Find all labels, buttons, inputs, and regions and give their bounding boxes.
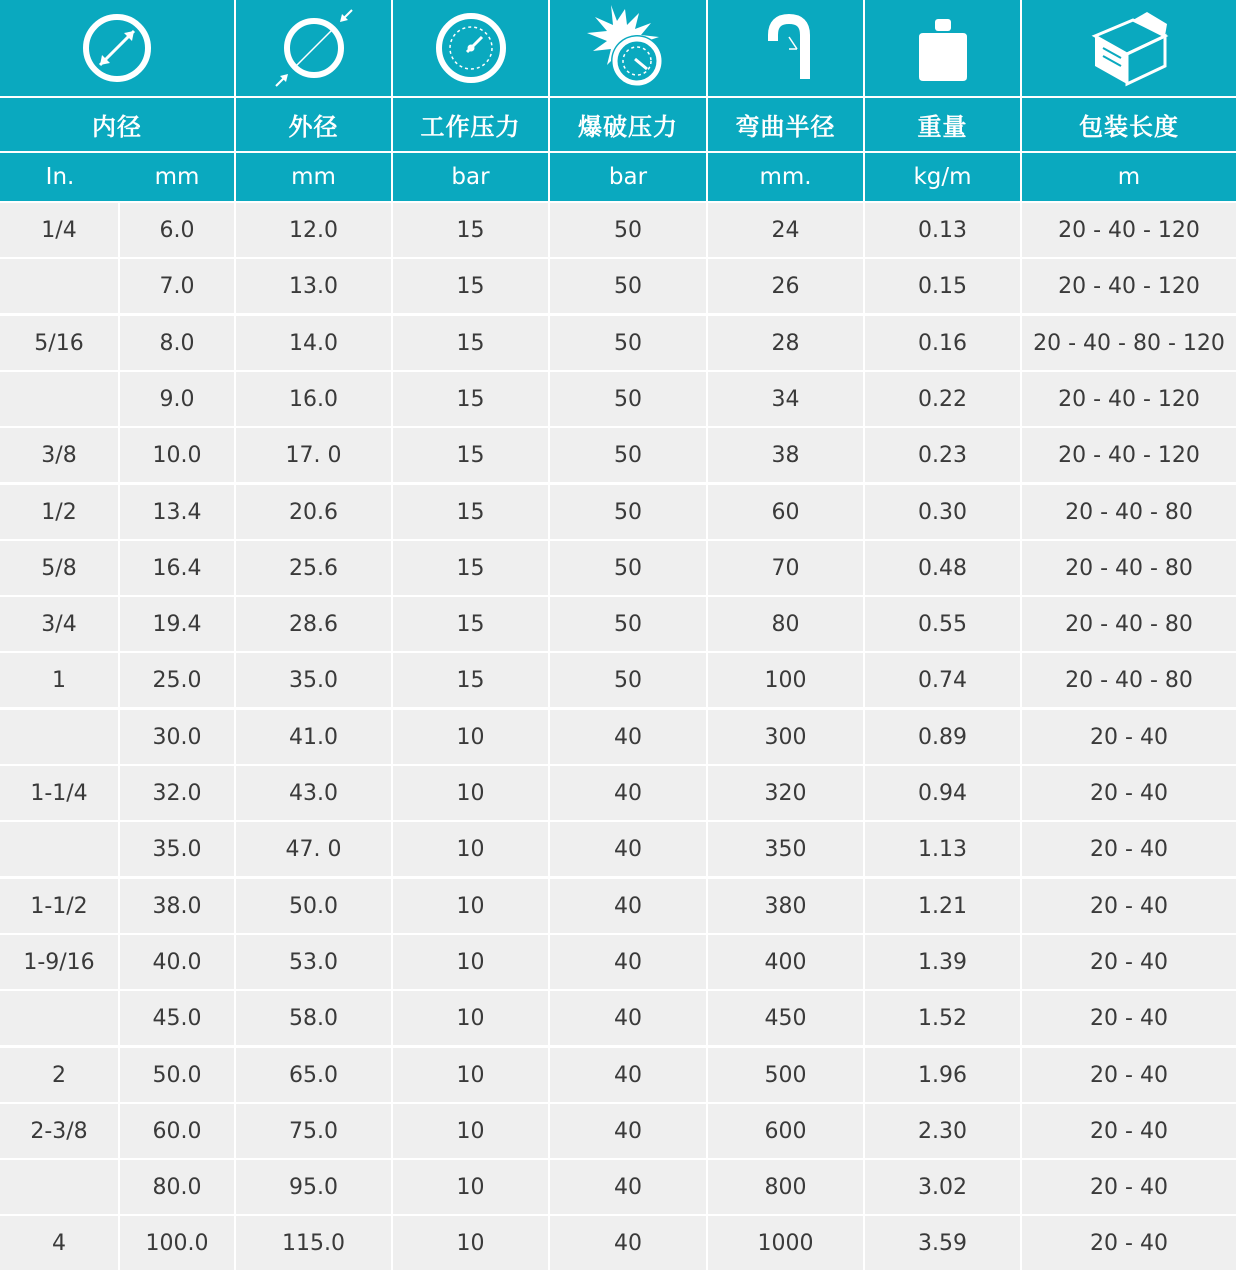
cell-inch: 1/4	[0, 203, 118, 257]
cell-inch: 1/2	[0, 485, 118, 539]
cell-working-pressure: 10	[393, 1104, 548, 1158]
cell-burst-pressure: 40	[550, 1216, 706, 1270]
cell-working-pressure: 10	[393, 1048, 548, 1102]
cell-inch: 1	[0, 653, 118, 707]
cell-outer-mm: 47. 0	[236, 822, 391, 876]
cell-inner-mm: 6.0	[120, 203, 234, 257]
cell-inner-mm: 45.0	[120, 991, 234, 1045]
icon-header-row	[0, 0, 1236, 96]
cell-working-pressure: 15	[393, 541, 548, 595]
unit-burst-bar: bar	[550, 153, 706, 201]
cell-weight: 0.48	[865, 541, 1020, 595]
unit-inch: In.	[45, 164, 75, 190]
cell-inch	[0, 991, 118, 1045]
cell-burst-pressure: 50	[550, 653, 706, 707]
cell-package-length: 20 - 40	[1022, 991, 1236, 1045]
cell-inner-mm: 38.0	[120, 879, 234, 933]
cell-weight: 3.02	[865, 1160, 1020, 1214]
cell-bend-radius: 34	[708, 372, 863, 426]
cell-burst-pressure: 40	[550, 935, 706, 989]
weight-icon	[865, 0, 1020, 96]
cell-weight: 0.16	[865, 316, 1020, 370]
table-row	[0, 428, 1236, 482]
table-row	[0, 372, 1236, 426]
col-title-weight: 重量	[865, 98, 1020, 151]
cell-package-length: 20 - 40 - 80	[1022, 541, 1236, 595]
col-title-working-pressure: 工作压力	[393, 98, 548, 151]
cell-burst-pressure: 40	[550, 1048, 706, 1102]
cell-package-length: 20 - 40	[1022, 766, 1236, 820]
table-row	[0, 597, 1236, 651]
cell-outer-mm: 20.6	[236, 485, 391, 539]
cell-burst-pressure: 40	[550, 991, 706, 1045]
cell-outer-mm: 53.0	[236, 935, 391, 989]
cell-bend-radius: 1000	[708, 1216, 863, 1270]
unit-inner-diameter-group	[0, 153, 234, 201]
cell-bend-radius: 24	[708, 203, 863, 257]
cell-outer-mm: 14.0	[236, 316, 391, 370]
cell-outer-mm: 65.0	[236, 1048, 391, 1102]
package-box-icon	[1022, 0, 1236, 96]
table-row	[0, 1216, 1236, 1270]
cell-weight: 2.30	[865, 1104, 1020, 1158]
table-row	[0, 203, 1236, 257]
cell-outer-mm: 35.0	[236, 653, 391, 707]
cell-burst-pressure: 40	[550, 710, 706, 764]
cell-burst-pressure: 50	[550, 428, 706, 482]
cell-inner-mm: 13.4	[120, 485, 234, 539]
cell-inner-mm: 19.4	[120, 597, 234, 651]
cell-inner-mm: 10.0	[120, 428, 234, 482]
cell-working-pressure: 15	[393, 653, 548, 707]
cell-package-length: 20 - 40 - 80	[1022, 653, 1236, 707]
cell-bend-radius: 400	[708, 935, 863, 989]
table-row	[0, 259, 1236, 313]
table-row	[0, 991, 1236, 1045]
cell-outer-mm: 17. 0	[236, 428, 391, 482]
cell-burst-pressure: 40	[550, 822, 706, 876]
cell-inch: 4	[0, 1216, 118, 1270]
cell-inch: 1-1/2	[0, 879, 118, 933]
unit-working-bar: bar	[393, 153, 548, 201]
cell-package-length: 20 - 40 - 80	[1022, 485, 1236, 539]
cell-outer-mm: 115.0	[236, 1216, 391, 1270]
cell-weight: 0.30	[865, 485, 1020, 539]
cell-inner-mm: 80.0	[120, 1160, 234, 1214]
cell-weight: 1.39	[865, 935, 1020, 989]
cell-working-pressure: 15	[393, 203, 548, 257]
cell-inner-mm: 50.0	[120, 1048, 234, 1102]
cell-inner-mm: 35.0	[120, 822, 234, 876]
table-row	[0, 879, 1236, 933]
cell-inch: 1-1/4	[0, 766, 118, 820]
cell-inch	[0, 822, 118, 876]
cell-weight: 0.55	[865, 597, 1020, 651]
cell-outer-mm: 95.0	[236, 1160, 391, 1214]
cell-inner-mm: 9.0	[120, 372, 234, 426]
cell-package-length: 20 - 40 - 120	[1022, 259, 1236, 313]
cell-burst-pressure: 50	[550, 372, 706, 426]
cell-burst-pressure: 50	[550, 597, 706, 651]
table-row	[0, 710, 1236, 764]
cell-outer-mm: 28.6	[236, 597, 391, 651]
cell-inner-mm: 60.0	[120, 1104, 234, 1158]
table-row	[0, 822, 1236, 876]
cell-package-length: 20 - 40	[1022, 822, 1236, 876]
cell-burst-pressure: 50	[550, 485, 706, 539]
cell-burst-pressure: 40	[550, 879, 706, 933]
unit-weight-kgm: kg/m	[865, 153, 1020, 201]
cell-working-pressure: 15	[393, 316, 548, 370]
cell-bend-radius: 38	[708, 428, 863, 482]
cell-weight: 0.74	[865, 653, 1020, 707]
unit-inner-mm: mm	[154, 164, 200, 190]
cell-inch: 2-3/8	[0, 1104, 118, 1158]
cell-weight: 0.13	[865, 203, 1020, 257]
cell-weight: 1.96	[865, 1048, 1020, 1102]
col-title-inner-diameter: 内径	[0, 98, 234, 151]
cell-burst-pressure: 50	[550, 203, 706, 257]
cell-package-length: 20 - 40	[1022, 1104, 1236, 1158]
cell-inch: 2	[0, 1048, 118, 1102]
cell-outer-mm: 13.0	[236, 259, 391, 313]
cell-package-length: 20 - 40 - 120	[1022, 428, 1236, 482]
cell-working-pressure: 10	[393, 766, 548, 820]
cell-inner-mm: 8.0	[120, 316, 234, 370]
cell-weight: 0.23	[865, 428, 1020, 482]
cell-inner-mm: 16.4	[120, 541, 234, 595]
cell-burst-pressure: 50	[550, 259, 706, 313]
bend-radius-icon	[708, 0, 863, 96]
cell-inch	[0, 259, 118, 313]
cell-burst-pressure: 40	[550, 1160, 706, 1214]
cell-package-length: 20 - 40	[1022, 935, 1236, 989]
cell-bend-radius: 80	[708, 597, 863, 651]
table-row	[0, 541, 1236, 595]
cell-inner-mm: 32.0	[120, 766, 234, 820]
table-row	[0, 1160, 1236, 1214]
cell-inner-mm: 100.0	[120, 1216, 234, 1270]
cell-burst-pressure: 40	[550, 766, 706, 820]
cell-working-pressure: 15	[393, 372, 548, 426]
unit-header-row	[0, 153, 1236, 201]
unit-length-m: m	[1022, 153, 1236, 201]
burst-gauge-icon	[550, 0, 706, 96]
cell-outer-mm: 12.0	[236, 203, 391, 257]
cell-bend-radius: 500	[708, 1048, 863, 1102]
outer-diameter-icon	[236, 0, 391, 96]
cell-outer-mm: 75.0	[236, 1104, 391, 1158]
cell-bend-radius: 800	[708, 1160, 863, 1214]
cell-outer-mm: 58.0	[236, 991, 391, 1045]
cell-weight: 1.21	[865, 879, 1020, 933]
cell-burst-pressure: 40	[550, 1104, 706, 1158]
cell-package-length: 20 - 40	[1022, 1160, 1236, 1214]
cell-weight: 1.52	[865, 991, 1020, 1045]
table-row	[0, 935, 1236, 989]
cell-bend-radius: 380	[708, 879, 863, 933]
cell-bend-radius: 320	[708, 766, 863, 820]
cell-working-pressure: 15	[393, 259, 548, 313]
cell-outer-mm: 16.0	[236, 372, 391, 426]
cell-package-length: 20 - 40	[1022, 879, 1236, 933]
cell-outer-mm: 50.0	[236, 879, 391, 933]
cell-working-pressure: 10	[393, 1160, 548, 1214]
cell-bend-radius: 26	[708, 259, 863, 313]
cell-bend-radius: 350	[708, 822, 863, 876]
cell-burst-pressure: 50	[550, 541, 706, 595]
cell-inch: 3/8	[0, 428, 118, 482]
cell-package-length: 20 - 40	[1022, 1048, 1236, 1102]
cell-inch: 3/4	[0, 597, 118, 651]
table-row	[0, 653, 1236, 707]
cell-package-length: 20 - 40 - 120	[1022, 372, 1236, 426]
cell-outer-mm: 25.6	[236, 541, 391, 595]
cell-weight: 3.59	[865, 1216, 1020, 1270]
cell-working-pressure: 10	[393, 935, 548, 989]
cell-inner-mm: 30.0	[120, 710, 234, 764]
table-row	[0, 485, 1236, 539]
cell-inch: 5/16	[0, 316, 118, 370]
title-header-row	[0, 98, 1236, 151]
unit-outer-mm: mm	[236, 153, 391, 201]
cell-inch	[0, 1160, 118, 1214]
cell-working-pressure: 10	[393, 879, 548, 933]
cell-inner-mm: 7.0	[120, 259, 234, 313]
cell-weight: 1.13	[865, 822, 1020, 876]
cell-weight: 0.22	[865, 372, 1020, 426]
inner-diameter-icon	[0, 0, 234, 96]
cell-bend-radius: 300	[708, 710, 863, 764]
cell-working-pressure: 10	[393, 822, 548, 876]
cell-package-length: 20 - 40	[1022, 710, 1236, 764]
cell-bend-radius: 450	[708, 991, 863, 1045]
cell-weight: 0.94	[865, 766, 1020, 820]
cell-package-length: 20 - 40	[1022, 1216, 1236, 1270]
cell-working-pressure: 15	[393, 428, 548, 482]
cell-working-pressure: 10	[393, 710, 548, 764]
cell-inch	[0, 372, 118, 426]
cell-working-pressure: 15	[393, 485, 548, 539]
cell-working-pressure: 15	[393, 597, 548, 651]
cell-inch: 1-9/16	[0, 935, 118, 989]
col-title-package-length: 包装长度	[1022, 98, 1236, 151]
table-row	[0, 1048, 1236, 1102]
cell-inner-mm: 40.0	[120, 935, 234, 989]
table-row	[0, 1104, 1236, 1158]
col-title-outer-diameter: 外径	[236, 98, 391, 151]
cell-inch: 5/8	[0, 541, 118, 595]
table-row	[0, 316, 1236, 370]
cell-outer-mm: 41.0	[236, 710, 391, 764]
cell-weight: 0.89	[865, 710, 1020, 764]
cell-bend-radius: 60	[708, 485, 863, 539]
table-row	[0, 766, 1236, 820]
cell-package-length: 20 - 40 - 80	[1022, 597, 1236, 651]
cell-package-length: 20 - 40 - 80 - 120	[1022, 316, 1236, 370]
pressure-gauge-icon	[393, 0, 548, 96]
cell-bend-radius: 70	[708, 541, 863, 595]
cell-bend-radius: 28	[708, 316, 863, 370]
cell-bend-radius: 600	[708, 1104, 863, 1158]
cell-package-length: 20 - 40 - 120	[1022, 203, 1236, 257]
col-title-burst-pressure: 爆破压力	[550, 98, 706, 151]
cell-inner-mm: 25.0	[120, 653, 234, 707]
col-title-bend-radius: 弯曲半径	[708, 98, 863, 151]
unit-bend-mm: mm.	[708, 153, 863, 201]
cell-weight: 0.15	[865, 259, 1020, 313]
cell-bend-radius: 100	[708, 653, 863, 707]
cell-working-pressure: 10	[393, 991, 548, 1045]
cell-inch	[0, 710, 118, 764]
cell-outer-mm: 43.0	[236, 766, 391, 820]
cell-working-pressure: 10	[393, 1216, 548, 1270]
cell-burst-pressure: 50	[550, 316, 706, 370]
